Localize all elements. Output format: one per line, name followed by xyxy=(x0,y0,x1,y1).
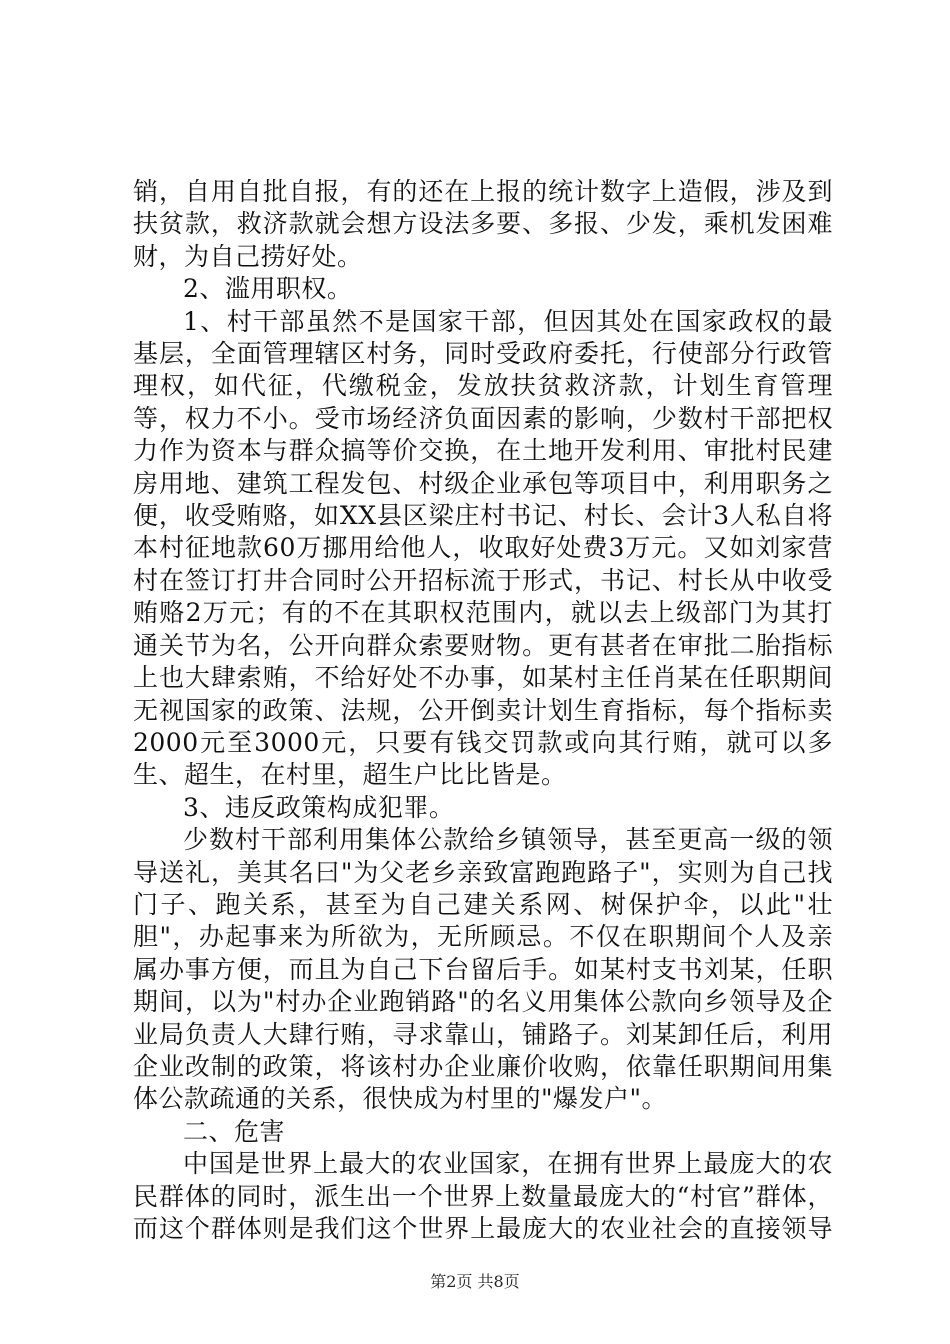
paragraph-harm-intro: 中国是世界上最大的农业国家，在拥有世界上最庞大的农民群体的同时，派生出一个世界上数量最庞大的“村官”群体，而这个群体则是我们这个世界上最庞大的农业社会的直接领导 xyxy=(133,1149,833,1243)
paragraph-policy-details: 少数村干部利用集体公款给乡镇领导，甚至更高一级的领导送礼，美其名曰"为父老乡亲致富跑跑路子"，实则为自己找门子、跑关系，甚至为自己建关系网、树保护伞，以此"壮胆"，办起事来为所欲为，无所顾忌。不仅在职期间个人及亲属办事方便，而且为自己下台留后手。如某村支书刘某，任职期间，以为"村办企业跑销路"的名义用集体公款向乡领导及企业局负责人大肆行贿，寻求靠山，铺路子。刘某卸任后，利用企业改制的政策，将该村办企业廉价收购，依靠任职期间用集体公款疏通的关系，很快成为村里的"爆发户"。 xyxy=(133,825,833,1114)
document-body xyxy=(133,176,833,1245)
paragraph-continuation: 销，自用自批自报，有的还在上报的统计数字上造假，涉及到扶贫款，救济款就会想方设法多要、多报、少发，乘机发困难财，为自己捞好处。 xyxy=(133,177,833,271)
heading-harm: 二、危害 xyxy=(183,1116,286,1146)
paragraph-abuse-details: 1、村干部虽然不是国家干部，但因其处在国家政权的最基层，全面管理辖区村务，同时受政府委托，行使部分行政管理权，如代征，代缴税金，发放扶贫救济款，计划生育管理等，权力不小。受市场经济负面因素的影响，少数村干部把权力作为资本与群众搞等价交换，在土地开发利用、审批村民建房用地、建筑工程发包、村级企业承包等项目中，利用职务之便，收受贿赂，如XX县区梁庄村书记、村长、会计3人私自将本村征地款60万挪用给他人，收取好处费3万元。又如刘家营村在签订打井合同时公开招标流于形式，书记、村长从中收受贿赂2万元；有的不在其职权范围内，就以去上级部门为其打通关节为名，公开向群众索要财物。更有甚者在审批二胎指标上也大肆索贿，不给好处不办事，如某村主任肖某在任职期间无视国家的政策、法规，公开倒卖计划生育指标，每个指标卖2000元至3000元，只要有钱交罚款或向其行贿，就可以多生、超生，在村里，超生户比比皆是。 xyxy=(133,306,833,790)
heading-abuse-of-power: 2、滥用职权。 xyxy=(183,274,353,304)
page-number-footer: 第2页 共8页 xyxy=(430,1272,520,1291)
heading-policy-violation: 3、违反政策构成犯罪。 xyxy=(183,792,455,822)
